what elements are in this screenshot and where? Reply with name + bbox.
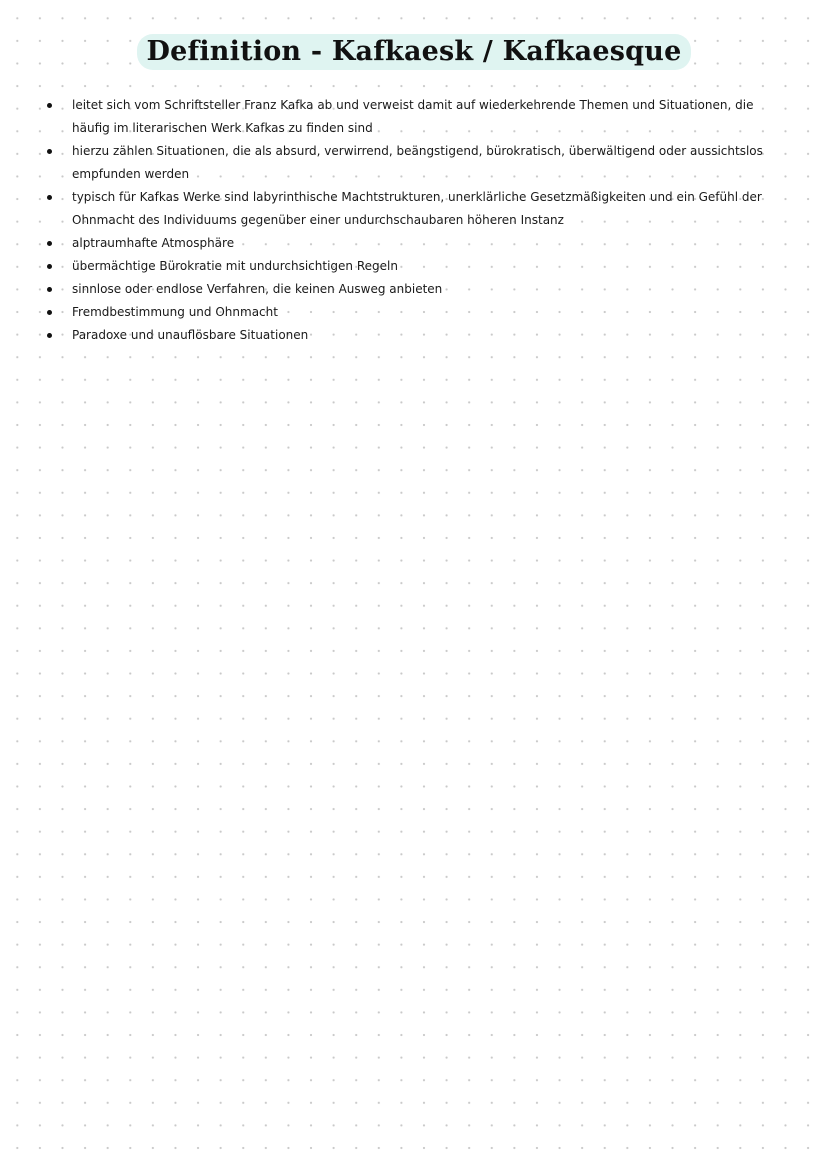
- bullet-icon: [47, 333, 52, 338]
- list-item: [44, 186, 784, 232]
- bullet-icon: [47, 264, 52, 269]
- bullet-text: alptraumhafte Atmosphäre: [72, 236, 235, 250]
- bullet-text: typisch für Kafkas Werke sind labyrinthische Machtstrukturen, unerklärliche Gesetzmäßigkeiten und ein Gefühl der Ohnmacht des Individuums gegenüber einer undurchschaubaren höheren Instanz: [72, 190, 762, 227]
- bullet-text: Paradoxe und unauflösbare Situationen: [72, 328, 309, 342]
- list-item: [44, 255, 784, 278]
- list-item: [44, 140, 784, 186]
- bullet-text: Fremdbestimmung und Ohnmacht: [72, 305, 278, 319]
- bullet-text: hierzu zählen Situationen, die als absurd, verwirrend, beängstigend, bürokratisch, überwältigend oder aussichtslos empfunden werden: [72, 144, 763, 181]
- bullet-icon: [47, 310, 52, 315]
- list-item: [44, 94, 784, 140]
- bullet-icon: [47, 149, 52, 154]
- bullet-text: leitet sich vom Schriftsteller Franz Kafka ab und verweist damit auf wiederkehrende Themen und Situationen, die häufig im literarischen Werk Kafkas zu finden sind: [72, 98, 754, 135]
- page-title: Definition - Kafkaesk / Kafkaesque: [137, 34, 692, 70]
- bullet-icon: [47, 241, 52, 246]
- bullet-text: übermächtige Bürokratie mit undurchsichtigen Regeln: [72, 259, 398, 273]
- list-item: [44, 301, 784, 324]
- bullet-icon: [47, 195, 52, 200]
- list-item: [44, 278, 784, 301]
- list-item: [44, 324, 784, 347]
- bullet-icon: [47, 287, 52, 292]
- bullet-text: sinnlose oder endlose Verfahren, die keinen Ausweg anbieten: [72, 282, 443, 296]
- list-item: [44, 232, 784, 255]
- bullet-icon: [47, 103, 52, 108]
- title-area: [0, 34, 828, 70]
- bullet-list: [44, 94, 784, 347]
